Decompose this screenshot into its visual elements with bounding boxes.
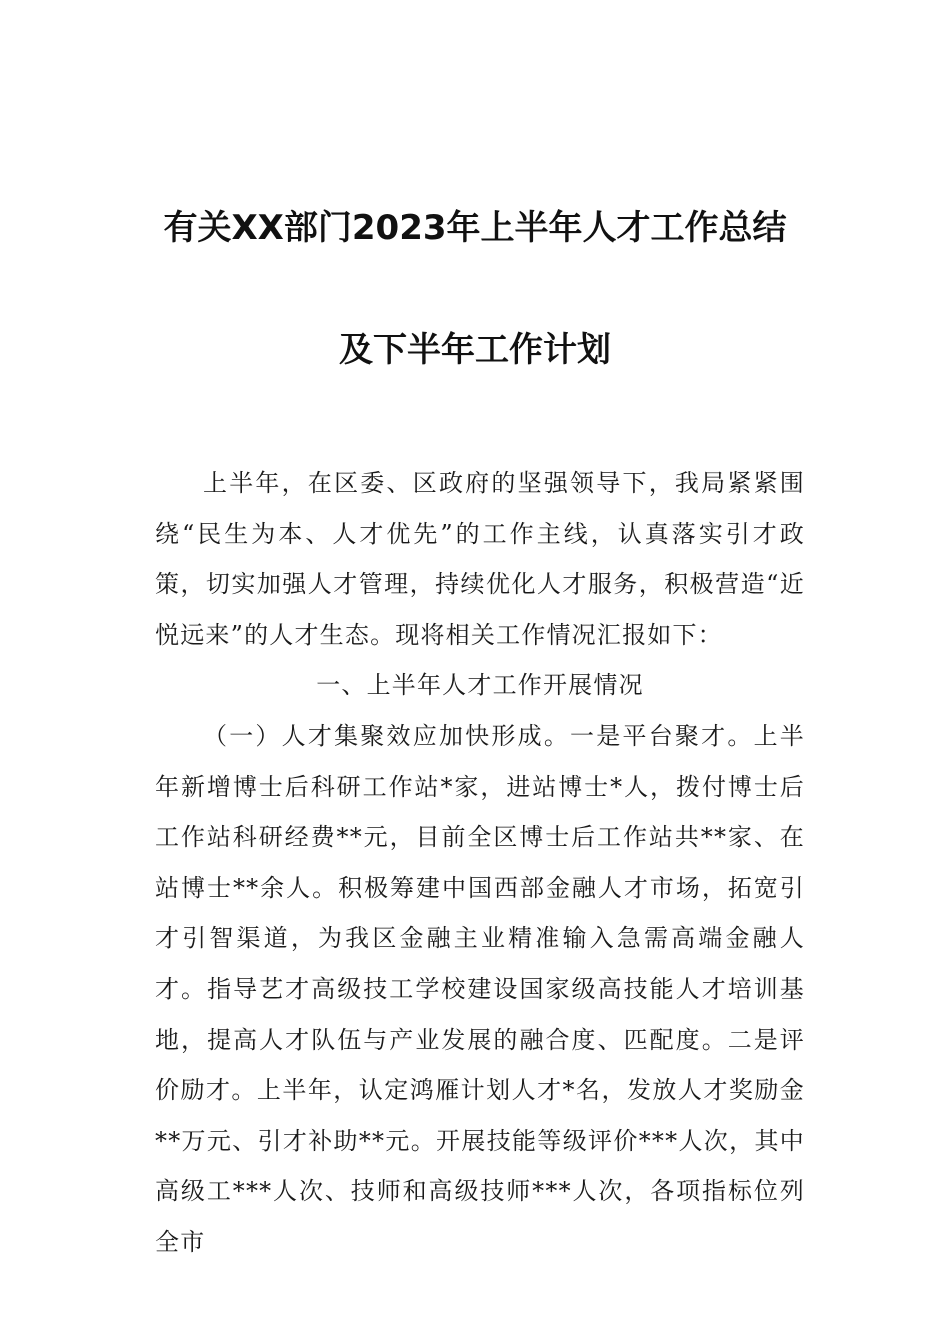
section-heading: 一、上半年人才工作开展情况	[316, 671, 644, 700]
document-body	[155, 458, 805, 1268]
section-paragraph: （一）人才集聚效应加快形成。一是平台聚才。上半年新增博士后科研工作站*家，进站博士*人，拨付博士后工作站科研经费**元，目前全区博士后工作站共**家、在站博士**余人。积极筹建中国西部金融人才市场，拓宽引才引智渠道，为我区金融主业精准输入急需高端金融人才。指导艺才高级技工学校建设国家级高技能人才培训基地，提高人才队伍与产业发展的融合度、匹配度。二是评价励才。上半年，认定鸿雁计划人才*名，发放人才奖励金**万元、引才补助**元。开展技能等级评价***人次，其中高级工***人次、技师和高级技师***人次，各项指标位列全市	[155, 721, 805, 1256]
document-title-line-1: 有关XX部门2023年上半年人才工作总结	[163, 208, 787, 248]
intro-paragraph: 上半年，在区委、区政府的坚强领导下，我局紧紧围绕“民生为本、人才优先”的工作主线，认真落实引才政策，切实加强人才管理，持续优化人才服务，积极营造“近悦远来”的人才生态。现将相关工作情况汇报如下：	[155, 469, 805, 649]
document-title-line-2: 及下半年工作计划	[339, 330, 611, 370]
